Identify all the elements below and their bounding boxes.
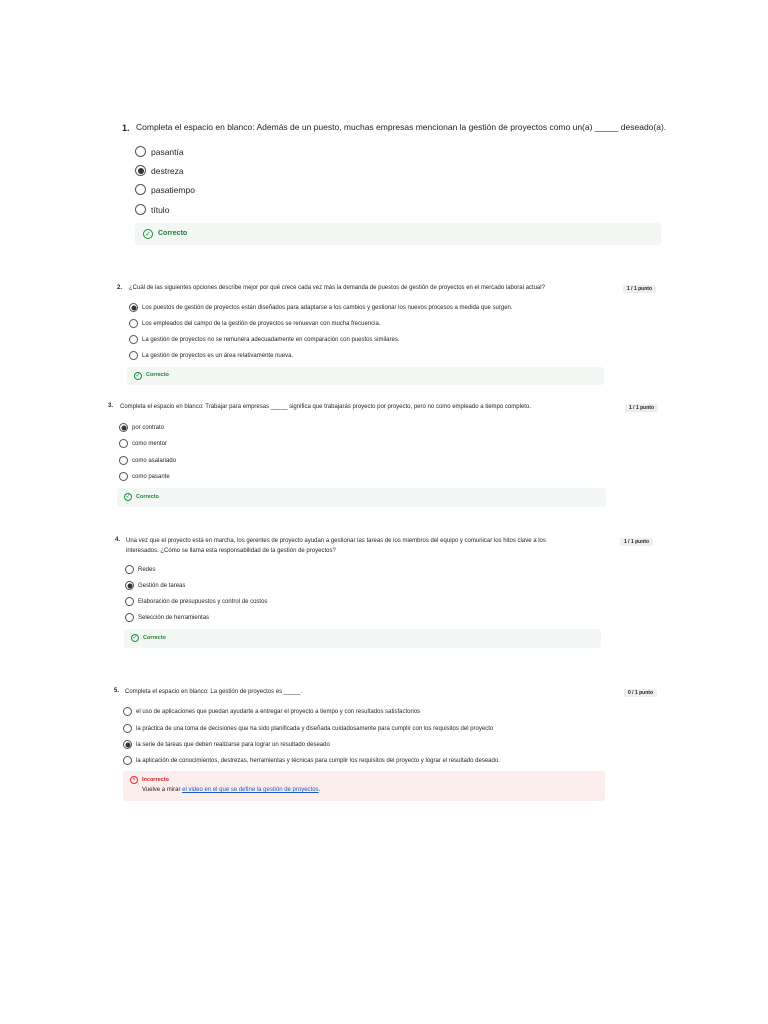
feedback-message-prefix: Vuelve a mirar	[142, 787, 183, 793]
radio-button[interactable]	[123, 756, 132, 765]
answer-option[interactable]	[129, 303, 513, 312]
radio-button-selected[interactable]	[125, 581, 134, 590]
option-label: la aplicación de conocimientos, destrezas, herramientas y técnicas para cumplir los requisitos del proyecto y lograr el resultado deseado.	[136, 757, 500, 764]
feedback-correct	[124, 629, 601, 648]
question-text: ¿Cuál de las siguientes opciones describe mejor por qué crece cada vez más la demanda de puestos de gestión de proyectos en el mercado laboral actual?	[129, 285, 545, 291]
check-circle-icon: ✓	[143, 229, 153, 239]
question-text-line1: Una vez que el proyecto está en marcha, los gerentes de proyecto ayudan a gestionar las tareas de los miembros del equipo y comunicar los hitos clave a los	[126, 538, 546, 544]
answer-option[interactable]	[123, 740, 330, 749]
answer-option[interactable]	[119, 472, 170, 481]
check-circle-icon: ✓	[132, 635, 138, 641]
radio-button-selected[interactable]	[119, 423, 128, 432]
answer-option[interactable]	[135, 165, 184, 176]
check-circle-icon: ✓	[125, 494, 131, 500]
answer-option[interactable]	[125, 581, 185, 590]
score-badge: 1 / 1 punto	[625, 404, 658, 412]
feedback-status: Correcto	[136, 494, 159, 500]
radio-button[interactable]	[123, 707, 132, 716]
answer-option[interactable]	[123, 756, 500, 765]
answer-option[interactable]	[129, 335, 399, 344]
answer-option[interactable]	[129, 319, 380, 328]
score-badge: 1 / 1 punto	[620, 538, 653, 546]
radio-button[interactable]	[123, 724, 132, 733]
option-label: Redes	[138, 566, 156, 573]
x-circle-icon: ×	[130, 776, 138, 784]
answer-option[interactable]	[129, 351, 293, 360]
radio-button[interactable]	[129, 335, 138, 344]
check-circle-icon: ✓	[135, 373, 141, 379]
question-text-line2: interesados. ¿Cómo se llama esta responsabilidad de la gestión de proyectos?	[126, 548, 336, 554]
option-label: destreza	[151, 165, 184, 176]
answer-option[interactable]	[125, 597, 267, 606]
option-label: La gestión de proyectos es un área relativamente nueva.	[142, 352, 294, 359]
question-text: Completa el espacio en blanco: Además de un puesto, muchas empresas mencionan la gestión de proyectos como un(a) _____ deseado(a).	[136, 122, 667, 132]
feedback-incorrect	[123, 771, 605, 801]
question-text: Completa el espacio en blanco: Trabajar para empresas _____ significa que trabajarás proyecto por proyecto, pero no como empleado a tiempo completo.	[120, 404, 531, 410]
option-label: por contrato	[132, 424, 165, 431]
option-label: como asalariado	[132, 457, 177, 464]
question-text: Completa el espacio en blanco: La gestión de proyectos es _____.	[125, 689, 303, 695]
radio-button-selected[interactable]	[129, 303, 138, 312]
radio-button[interactable]	[135, 184, 146, 195]
radio-button[interactable]	[125, 597, 134, 606]
feedback-correct	[117, 488, 606, 507]
option-label: como pasante	[132, 473, 170, 480]
option-label: Los empleados del campo de la gestión de proyectos se renuevan con mucha frecuencia.	[142, 320, 381, 327]
feedback-message	[142, 787, 320, 793]
feedback-status: Correcto	[146, 372, 169, 378]
answer-option[interactable]	[119, 439, 167, 448]
option-label: pasantía	[151, 146, 184, 157]
option-label: pasatiempo	[151, 184, 195, 195]
score-badge: 0 / 1 punto	[624, 689, 657, 697]
option-label: La gestión de proyectos no se remunera adecuadamente en comparación con puestos similares.	[142, 336, 400, 343]
question-number: 4.	[115, 537, 121, 543]
video-link[interactable]: el video en el que se define la gestión de proyectos	[182, 787, 319, 793]
answer-option[interactable]	[135, 204, 169, 215]
option-label: Los puestos de gestión de proyectos están diseñados para adaptarse a los cambios y gestionar los nuevos procesos a medida que surgen.	[142, 304, 513, 311]
option-label: título	[151, 204, 170, 215]
question-number: 1.	[122, 123, 130, 133]
answer-option[interactable]	[123, 707, 420, 716]
radio-button[interactable]	[119, 472, 128, 481]
option-label: como mentor	[132, 440, 168, 447]
radio-button[interactable]	[129, 319, 138, 328]
radio-button[interactable]	[125, 613, 134, 622]
radio-button[interactable]	[129, 351, 138, 360]
option-label: la serie de tareas que deben realizarse para lograr un resultado deseado	[136, 741, 330, 748]
radio-button[interactable]	[125, 565, 134, 574]
question-number: 3.	[108, 403, 114, 409]
option-label: la práctica de una toma de decisiones que ha sido planificada y diseñada cuidadosamente para cumplir con los requisitos del proyecto	[136, 725, 494, 732]
option-label: Gestión de tareas	[138, 582, 186, 589]
feedback-correct	[135, 223, 661, 245]
answer-option[interactable]	[135, 146, 184, 157]
answer-option[interactable]	[125, 613, 209, 622]
answer-option[interactable]	[135, 184, 195, 195]
feedback-message-suffix: .	[318, 787, 321, 793]
answer-option[interactable]	[125, 565, 155, 574]
answer-option[interactable]	[119, 456, 176, 465]
radio-button[interactable]	[119, 456, 128, 465]
feedback-status: Correcto	[143, 635, 166, 641]
radio-button-selected[interactable]	[123, 740, 132, 749]
option-label: el uso de aplicaciones que puedan ayudarte a entregar el proyecto a tiempo y con resultados satisfactorios	[136, 708, 421, 715]
radio-button-selected[interactable]	[135, 165, 146, 176]
answer-option[interactable]	[119, 423, 164, 432]
option-label: Elaboración de presupuestos y control de costos	[138, 598, 268, 605]
feedback-status: Incorrecto	[142, 777, 169, 783]
option-label: Selección de herramientas	[138, 614, 210, 621]
feedback-correct	[127, 367, 604, 385]
question-number: 2.	[117, 285, 123, 291]
question-number: 5.	[114, 688, 120, 694]
answer-option[interactable]	[123, 724, 493, 733]
radio-button[interactable]	[119, 439, 128, 448]
radio-button[interactable]	[135, 204, 146, 215]
radio-button[interactable]	[135, 146, 146, 157]
feedback-status: Correcto	[158, 230, 188, 237]
score-badge: 1 / 1 punto	[623, 285, 656, 293]
